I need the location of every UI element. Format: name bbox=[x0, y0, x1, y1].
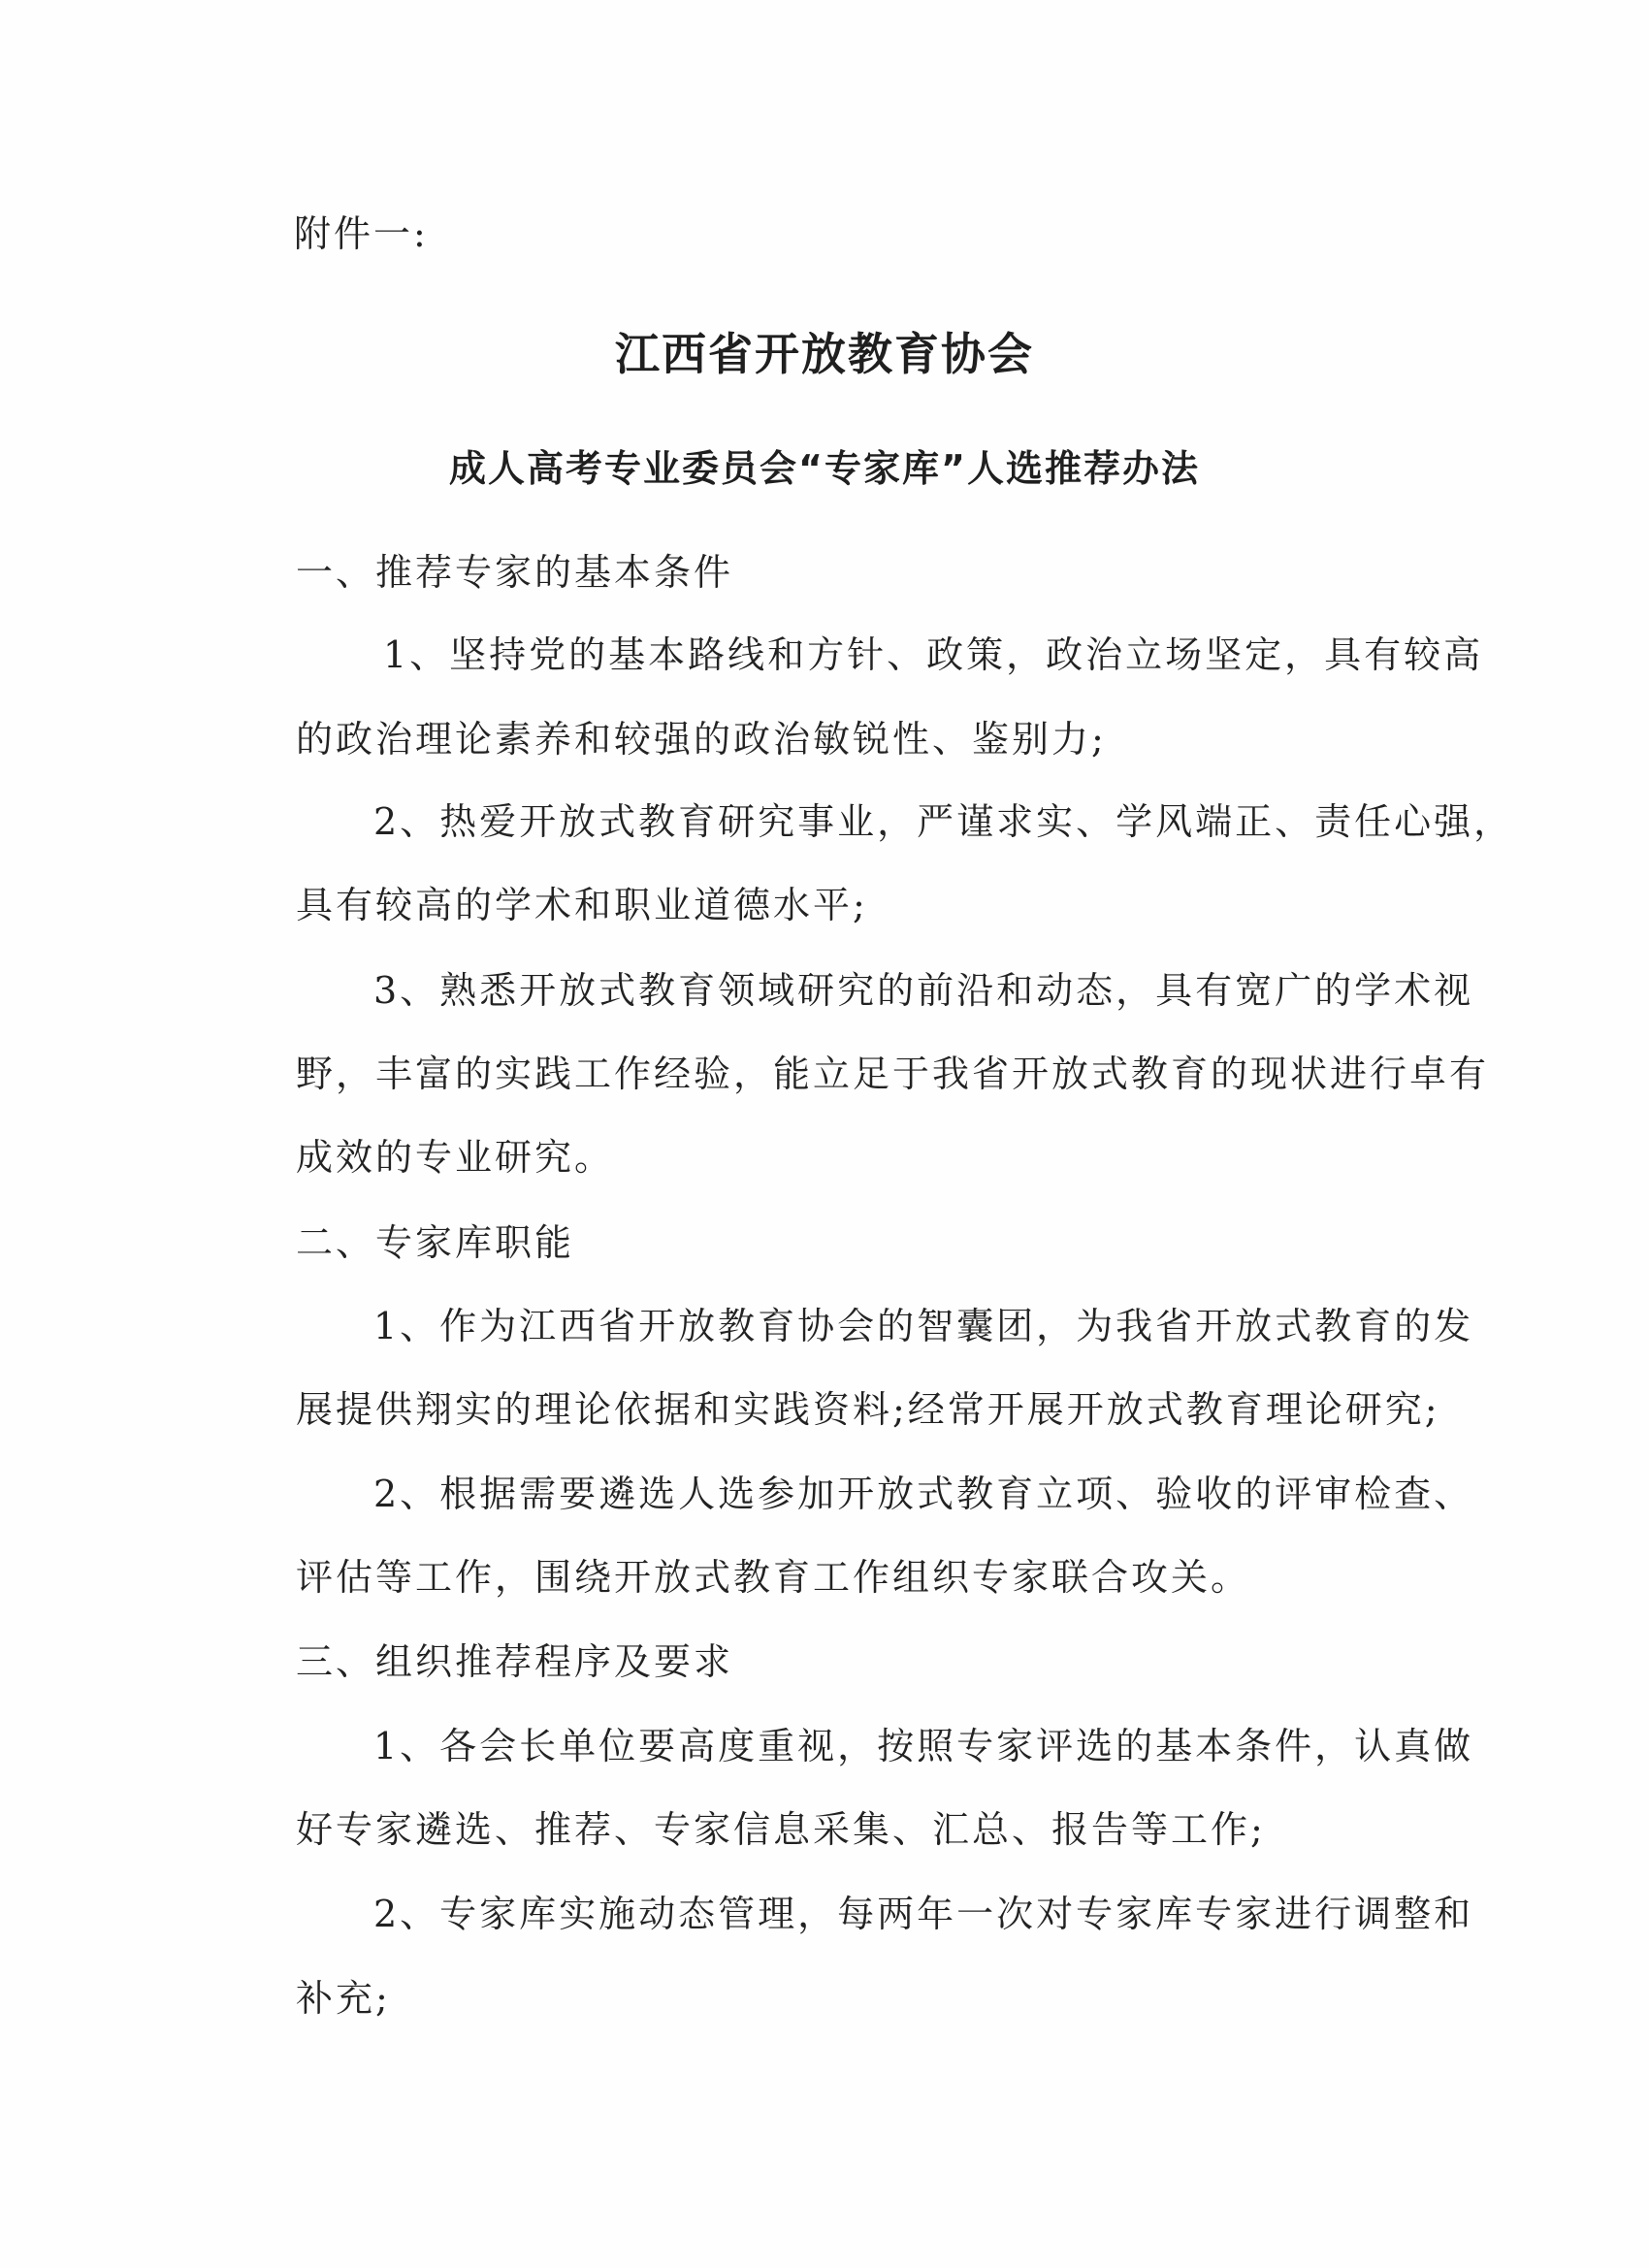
section-heading-1: 一、推荐专家的基本条件 bbox=[296, 551, 734, 594]
section-heading-2: 二、专家库职能 bbox=[296, 1221, 575, 1264]
section-2-item-2-line-2: 评估等工作，围绕开放式教育工作组织专家联合攻关。 bbox=[296, 1556, 1251, 1599]
section-2-item-1-line-2: 展提供翔实的理论依据和实践资料;经常开展开放式教育理论研究; bbox=[296, 1388, 1440, 1431]
section-heading-3: 三、组织推荐程序及要求 bbox=[296, 1640, 734, 1683]
document-title: 江西省开放教育协会 bbox=[615, 328, 1034, 380]
section-3-item-2-line-2: 补充; bbox=[296, 1977, 391, 2020]
section-1-item-3-line-3: 成效的专业研究。 bbox=[296, 1136, 615, 1179]
section-1-item-2-line-2: 具有较高的学术和职业道德水平; bbox=[296, 884, 868, 926]
section-1-item-3-line-2: 野，丰富的实践工作经验，能立足于我省开放式教育的现状进行卓有 bbox=[296, 1053, 1490, 1095]
section-3-item-1-line-1: 1、各会长单位要高度重视，按照专家评选的基本条件，认真做 bbox=[373, 1725, 1474, 1767]
section-1-item-2-line-1: 2、热爱开放式教育研究事业，严谨求实、学风端正、责任心强， bbox=[373, 800, 1514, 843]
section-1-item-3-line-1: 3、熟悉开放式教育领域研究的前沿和动态，具有宽广的学术视 bbox=[373, 969, 1474, 1012]
section-2-item-2-line-1: 2、根据需要遴选人选参加开放式教育立项、验收的评审检查、 bbox=[373, 1473, 1474, 1515]
attachment-label: 附件一: bbox=[294, 212, 429, 255]
section-2-item-1-line-1: 1、作为江西省开放教育协会的智囊团，为我省开放式教育的发 bbox=[373, 1305, 1474, 1347]
section-1-item-1-line-2: 的政治理论素养和较强的政治敏锐性、鉴别力; bbox=[296, 718, 1107, 761]
document-subtitle: 成人高考专业委员会“专家库”人选推荐办法 bbox=[449, 447, 1200, 490]
section-3-item-1-line-2: 好专家遴选、推荐、专家信息采集、汇总、报告等工作; bbox=[296, 1808, 1266, 1851]
section-1-item-1-line-1: 1、坚持党的基本路线和方针、政策，政治立场坚定，具有较高 bbox=[383, 633, 1484, 676]
section-3-item-2-line-1: 2、专家库实施动态管理，每两年一次对专家库专家进行调整和 bbox=[373, 1893, 1474, 1935]
